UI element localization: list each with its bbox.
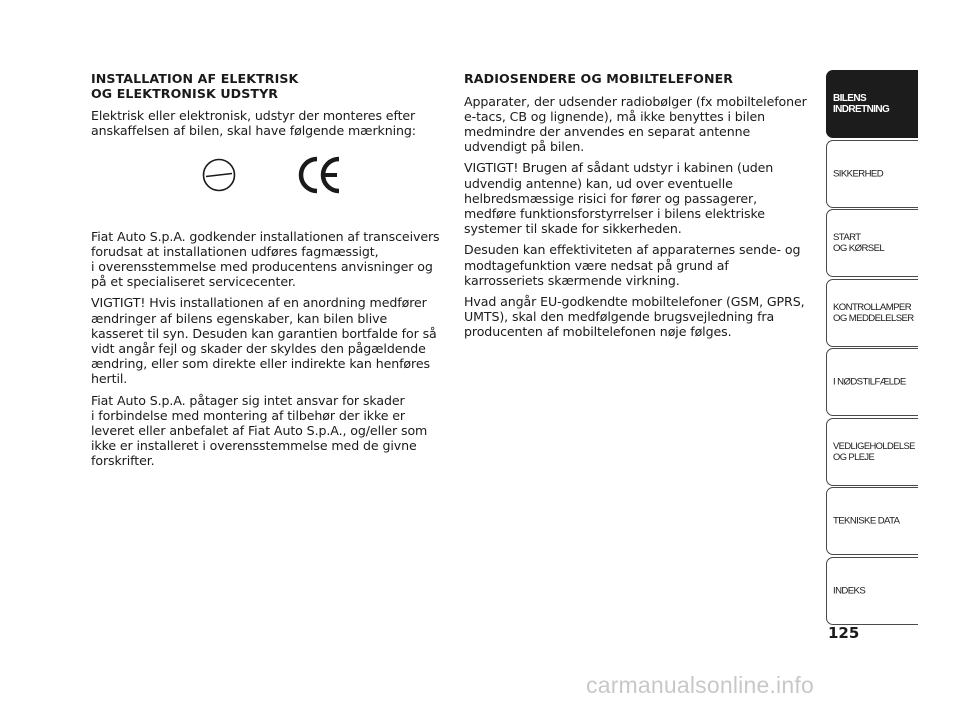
section-heading-electrical-equipment: INSTALLATION AF ELEKTRISK OG ELEKTRONISK UDSTYR [91, 71, 299, 101]
tab-label: KONTROLLAMPER OG MEDDELELSER [833, 301, 914, 324]
tab-indeks[interactable] [826, 557, 918, 625]
tab-label: SIKKERHED [833, 168, 884, 179]
paragraph-radio-devices: Apparater, der udsender radiobølger (fx mobiltelefoner e-tacs, CB og lignende), må ikke benyttes i bilen medmindre der anvendes en separat antenne udvendigt på bilen. [464, 93, 807, 155]
tab-kontrollamper[interactable] [826, 279, 918, 347]
tab-label: START OG KØRSEL [833, 232, 885, 254]
paragraph-fiat-approval: Fiat Auto S.p.A. godkender installationen af transceivers forudsat at installationen udføres fagmæssigt, i overensstemmelse med producentens anvisninger og på et specialiseret servicecenter. [91, 228, 440, 290]
tab-label: I NØDSTILFÆLDE [833, 376, 906, 388]
tab-bilens-indretning[interactable] [826, 70, 918, 138]
ce-mark-icon [297, 155, 343, 195]
paragraph-important-cabin-use: VIGTIGT! Brugen af sådant udstyr i kabinen (uden udvendig antenne) kan, ud over eventuelle helbredsmæssige risici for fører og passagerer, medføre funktionsforstyrrelser i bilens elektriske systemer til skade for sikkerheden. [464, 160, 774, 237]
paragraph-marking-requirement: Elektrisk eller elektronisk, udstyr der monteres efter anskaffelsen af bilen, skal have følgende mærkning: [91, 108, 416, 139]
page-number: 125 [828, 624, 860, 642]
section-heading-radio-transmitters: RADIOSENDERE OG MOBILTELEFONER [464, 71, 734, 86]
right-column [464, 72, 809, 346]
tab-vedligeholdelse[interactable] [826, 418, 918, 486]
paragraph-liability: Fiat Auto S.p.A. påtager sig intet ansvar for skader i forbindelse med montering af tilbehør der ikke er leveret eller anbefalet af Fiat Auto S.p.A., og/eller som ikke er installeret i overensstemmelse med de givne forskrifter. [91, 392, 428, 469]
e-mark-icon [201, 157, 237, 193]
approval-marks [91, 149, 441, 223]
paragraph-eu-phones: Hvad angår EU-godkendte mobiltelefoner (GSM, GPRS, UMTS), skal den medfølgende brugsvejledning fra producenten af mobiltelefonen nøje følges. [464, 294, 805, 340]
paragraph-important-modification: VIGTIGT! Hvis installationen af en anordning medfører ændringer af bilens egenskaber, kan bilen blive kasseret til syn. Desuden kan garantien bortfalde for så vidt angår fejl og skader der skyldes den pågældende ændring, eller som direkte eller indirekte kan henføres hertil. [91, 295, 437, 387]
tab-start-og-korsel[interactable] [826, 209, 918, 277]
tab-i-nodstilfaelde[interactable] [826, 348, 918, 416]
paragraph-efficiency: Desuden kan effektiviteten af apparaternes sende- og modtagefunktion være nedsat på grund af karrosseriets skærmende virkning. [464, 242, 801, 288]
left-column [91, 72, 441, 475]
chapter-index-tabs [826, 70, 918, 626]
tab-sikkerhed[interactable] [826, 140, 918, 208]
tab-label: INDEKS [833, 585, 866, 596]
tab-label: VEDLIGEHOLDELSE OG PLEJE [833, 440, 915, 463]
tab-label: BILENS INDRETNING [833, 93, 890, 115]
tab-label: TEKNISKE DATA [833, 515, 900, 527]
tab-tekniske-data[interactable] [826, 487, 918, 555]
watermark: carmanualsonline.info [586, 672, 814, 698]
